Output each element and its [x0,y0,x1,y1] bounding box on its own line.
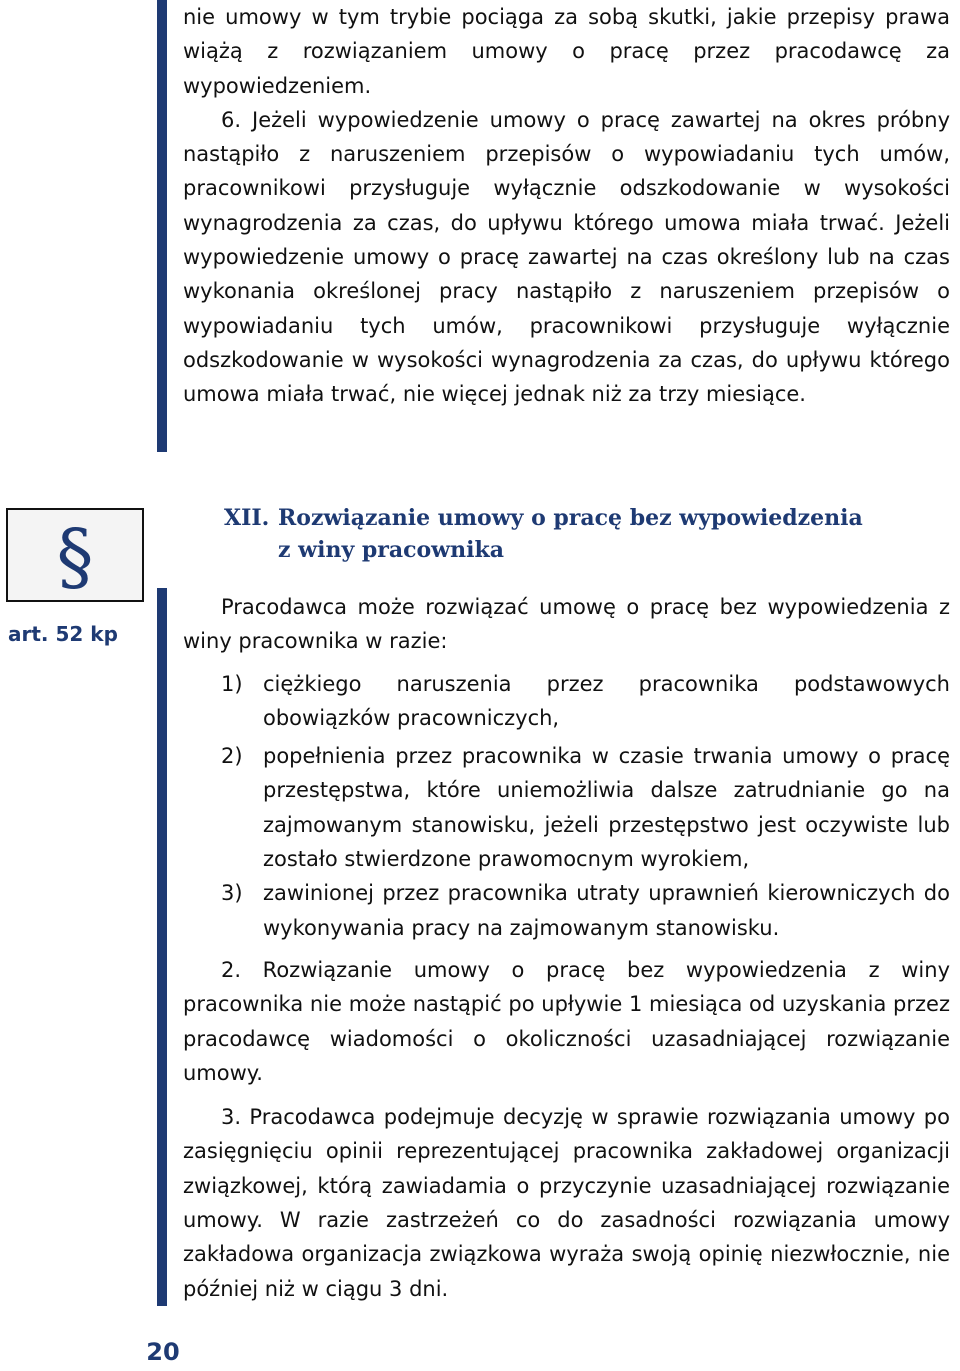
top-text [183,0,950,412]
paragraph-6: 6. Jeżeli wypowiedzenie umowy o pracę zawartej na okres próbny nastąpiło z naruszeniem przepisów o wypowiadaniu tych umów, pracownikowi przysługuje wyłącznie odszkodowanie w wysokości wynagrodzenia za czas, do upływu którego umowa miała trwać. Jeżeli wypowiedzenie umowy o pracę zawartej na czas określony lub na czas wykonania określonej pracy nastąpiło z naruszeniem przepisów o wypowiadaniu tych umów, pracownikowi przysługuje wyłącznie odszkodowanie w wysokości wynagrodzenia za czas, do upływu którego umowa miała trwać, nie więcej jednak niż za trzy miesiące. [183,107,950,407]
intro-paragraph: Pracodawca może rozwiązać umowę o pracę bez wypowiedzenia z winy pracownika w razie: [183,595,950,654]
margin-rule-bottom [157,588,167,1306]
list-item-number: 2) [221,744,243,769]
section-title-line1: Rozwiązanie umowy o pracę bez wypowiedzenia [278,505,863,531]
section-title-line2: z winy pracownika [278,537,504,563]
list-item-text: ciężkiego naruszenia przez pracownika podstawowych obowiązków pracowniczych, [263,671,950,730]
section-symbol-box [6,508,144,602]
paragraph-2: 2. Rozwiązanie umowy o pracę bez wypowiedzenia z winy pracownika nie może nastąpić po upływie 1 miesiąca od uzyskania przez pracodawcę wiadomości o okoliczności uzasadniającej rozwiązanie umowy. [183,957,950,1085]
article-reference: art. 52 kp [8,622,118,646]
section-body [183,590,950,1306]
list-item-number: 3) [221,881,243,906]
section-number: XII. [224,505,270,531]
list-item [183,739,950,876]
margin-rule-top [157,0,167,452]
list-item [183,667,950,736]
paragraph-3: 3. Pracodawca podejmuje decyzję w sprawie rozwiązania umowy po zasięgnięciu opinii reprezentującej pracownika zakładowej organizacji związkowej, którą zawiadamia o przyczynie uzasadniającej rozwiązanie umowy. W razie zastrzeżeń co do zasadności rozwiązania umowy zakładowa organizacja związkowa wyraża swoją opinię niezwłocznie, nie później niż w ciągu 3 dni. [183,1105,950,1301]
list-item [183,876,950,945]
page-number: 20 [146,1338,180,1366]
list-item-text: zawinionej przez pracownika utraty uprawnień kierowniczych do wykonywania pracy na zajmowanym stanowisku. [263,881,950,940]
continuation-paragraph: nie umowy w tym trybie pociąga za sobą skutki, jakie przepisy prawa wiążą z rozwiązaniem umowy o pracę przez pracodawcę za wypowiedzeniem. [183,5,950,98]
section-sign-icon: § [56,514,94,600]
section-heading [224,502,954,566]
list-item-text: popełnienia przez pracownika w czasie trwania umowy o pracę przestępstwa, które uniemożliwia dalsze zatrudnianie go na zajmowanym stanowisku, jeżeli przestępstwo jest oczywiste lub zostało stwierdzone prawomocnym wyrokiem, [263,744,950,872]
list-item-number: 1) [221,671,243,696]
